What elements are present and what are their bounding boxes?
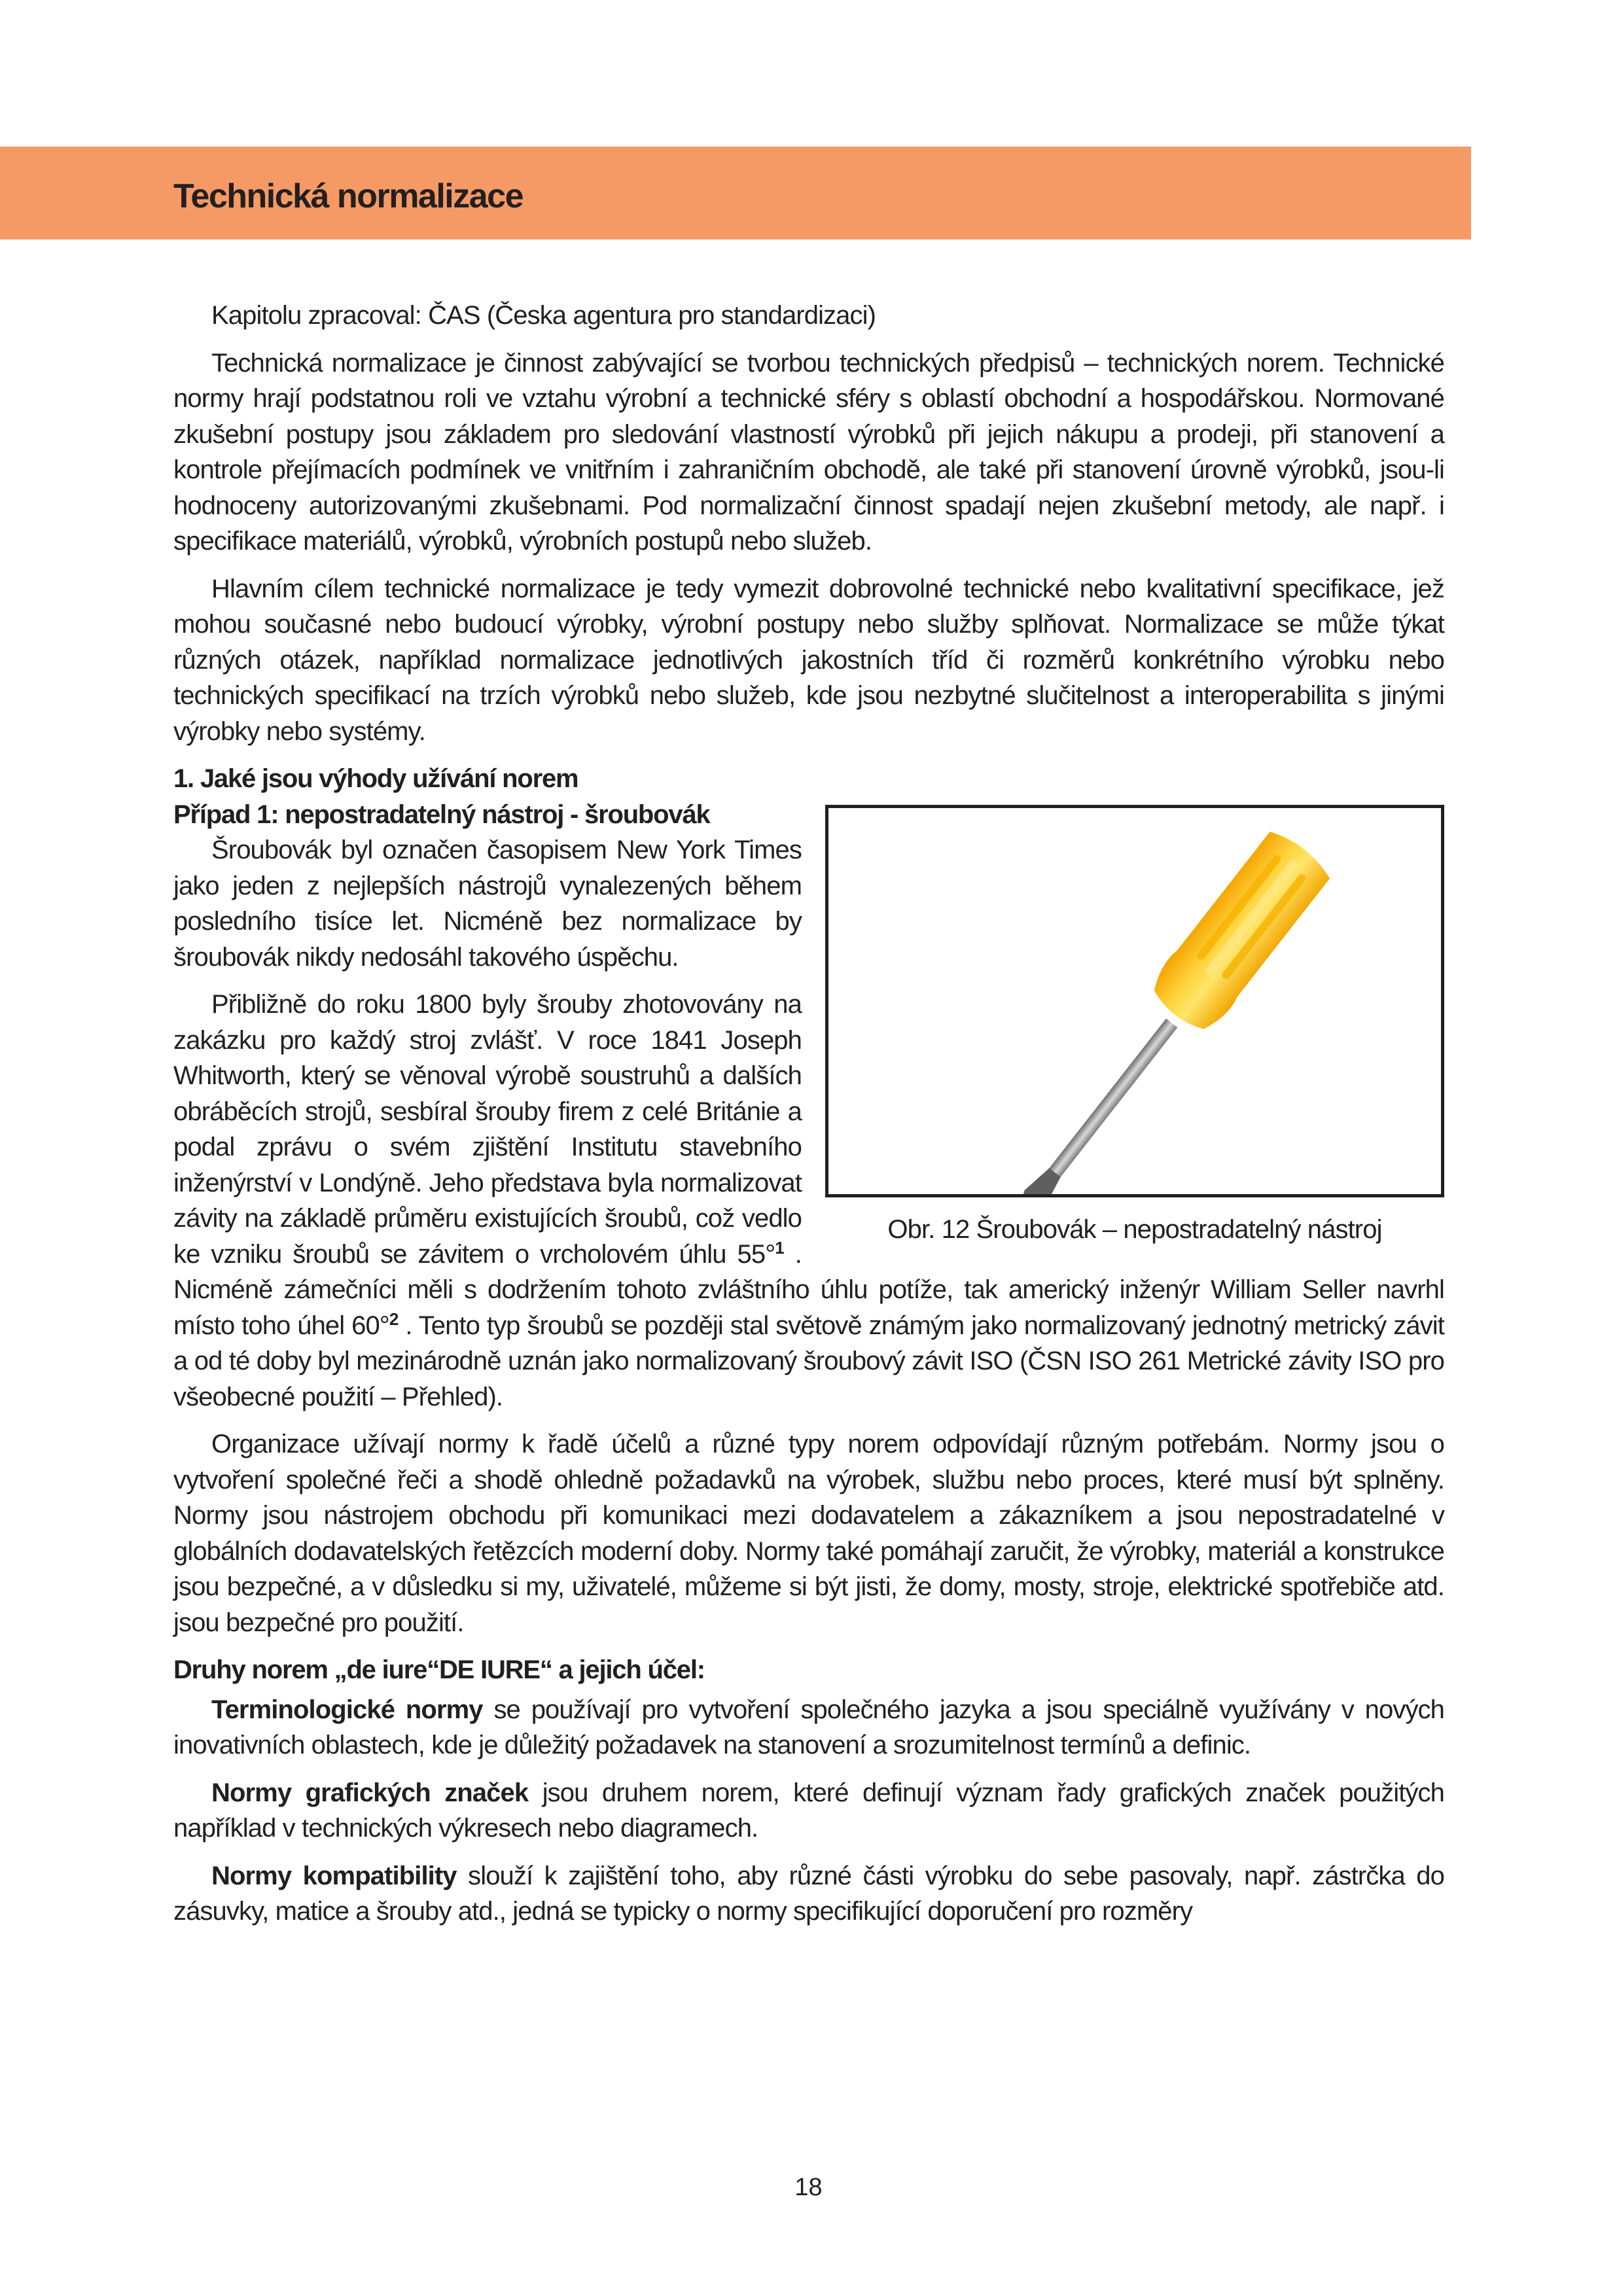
figure-frame	[825, 805, 1444, 1197]
figure-screwdriver	[825, 805, 1444, 1248]
intro-paragraph-2: Hlavním cílem technické normalizace je tedy vymezit dobrovolné technické nebo kvalitativní specifikace, jež mohou současné nebo budoucí výrobky, výrobní postupy nebo služby splňovat. Normalizace se může týkat různých otázek, například normalizace jednotlivých jakostních tříd či rozměrů konkrétního výrobku nebo technických specifikací na trzích výrobků nebo služeb, kde jsou nezbytné slučitelnost a interoperabilita s jinými výrobky nebo systémy.	[173, 574, 1444, 746]
case-heading: Případ 1: nepostradatelný nástroj - šroubovák	[173, 800, 710, 829]
screwdriver-icon	[828, 808, 1441, 1194]
types-heading: Druhy norem „de iure“DE IURE“ a jejich účel:	[173, 1655, 705, 1684]
type-term: Terminologické normy	[211, 1695, 483, 1724]
chapter-title: Technická normalizace	[173, 177, 523, 215]
type-term: Normy kompatibility	[211, 1861, 457, 1890]
footnote-ref-1[interactable]: 1	[775, 1237, 784, 1258]
type-item-compatibility: Normy kompatibility slouží k zajištění toho, aby různé části výrobku do sebe pasovaly, např. zástrčka do zásuvky, matice a šrouby atd., jedná se typicky o normy specifikující doporučení pro rozměry	[173, 1861, 1444, 1926]
figure-caption: Obr. 12 Šroubovák – nepostradatelný nástroj	[887, 1214, 1382, 1244]
type-item-graphic-symbols: Normy grafických značek jsou druhem norem, které definují význam řady grafických značek použitých například v technických výkresech nebo diagramech.	[173, 1778, 1444, 1843]
footnote-ref-2[interactable]: 2	[389, 1309, 399, 1329]
case-paragraph-2: Přibližně do roku 1800 byly šrouby zhotovovány na zakázku pro každý stroj zvlášť. V roce 1841 Joseph Whitworth, který se věnoval výrobě soustruhů a dalších obráběcích strojů, sesbíral šrouby firem z celé Británie a podal zprávu o svém zjištění Institutu stavebního inženýrství v Londýně. Jeho představa byla normalizovat závity na základě průměru existujících šroubů, což vedlo ke vzniku šroubů se závitem o vrcholovém úhlu 55°$^1$ . Nicméně zámečníci měli s dodržením tohoto zvláštního úhlu potíže, tak americký inženýr William Seller navrhl místo toho úhel 60°$^2$ . Tento typ šroubů se později stal světově známým jako normalizovaný jednotný metrický závit a od té doby byl mezinárodně uznán jako normalizovaný šroubový závit ISO (ČSN ISO 261 Metrické závity ISO pro všeobecné použití – Přehled).	[173, 990, 1444, 1411]
section-heading: 1. Jaké jsou výhody užívání norem	[173, 764, 578, 793]
type-item-terminology: Terminologické normy se používají pro vytvoření společného jazyka a jsou speciálně využívány v nových inovativních oblastech, kde je důležitý požadavek na stanovení a srozumitelnost termínů a definic.	[173, 1695, 1444, 1759]
case-paragraph-1: Šroubovák byl označen časopisem New York Times jako jeden z nejlepších nástrojů vynalezených během posledního tisíce let. Nicméně bez normalizace by šroubovák nikdy nedosáhl takového úspěchu.	[173, 836, 802, 972]
chapter-banner	[0, 147, 1471, 239]
intro-paragraph-1: Technická normalizace je činnost zabývající se tvorbou technických předpisů – technických norem. Technické normy hrají podstatnou roli ve vztahu výrobní a technické sféry s oblastí obchodní a hospodářskou. Normované zkušební postupy jsou základem pro sledování vlastností výrobků při jejich nákupu a prodeji, při stanovení a kontrole přejímacích podmínek ve vnitřním i zahraničním obchodě, ale také při stanovení úrovně výrobků, jsou-li hodnoceny autorizovanými zkušebnami. Pod normalizační činnost spadají nejen zkušební metody, ale např. i specifikace materiálů, výrobků, výrobních postupů nebo služeb.	[173, 348, 1444, 556]
organizations-paragraph: Organizace užívají normy k řadě účelů a různé typy norem odpovídají různým potřebám. Normy jsou o vytvoření společné řeči a shodě ohledně požadavků na výrobek, službu nebo proces, které musí být splněny. Normy jsou nástrojem obchodu při komunikaci mezi dodavatelem a zákazníkem a jsou nepostradatelné v globálních dodavatelských řetězcích moderní doby. Normy také pomáhají zaručit, že výrobky, materiál a konstrukce jsou bezpečné, a v důsledku si my, uživatelé, můžeme si být jisti, že domy, mosty, stroje, elektrické spotřebiče atd. jsou bezpečné pro použití.	[173, 1430, 1444, 1637]
author-line: Kapitolu zpracoval: ČAS (Česka agentura pro standardizaci)	[211, 301, 876, 330]
page-number: 18	[794, 2174, 823, 2201]
page-content	[173, 298, 1444, 1941]
type-term: Normy grafických značek	[211, 1778, 529, 1807]
